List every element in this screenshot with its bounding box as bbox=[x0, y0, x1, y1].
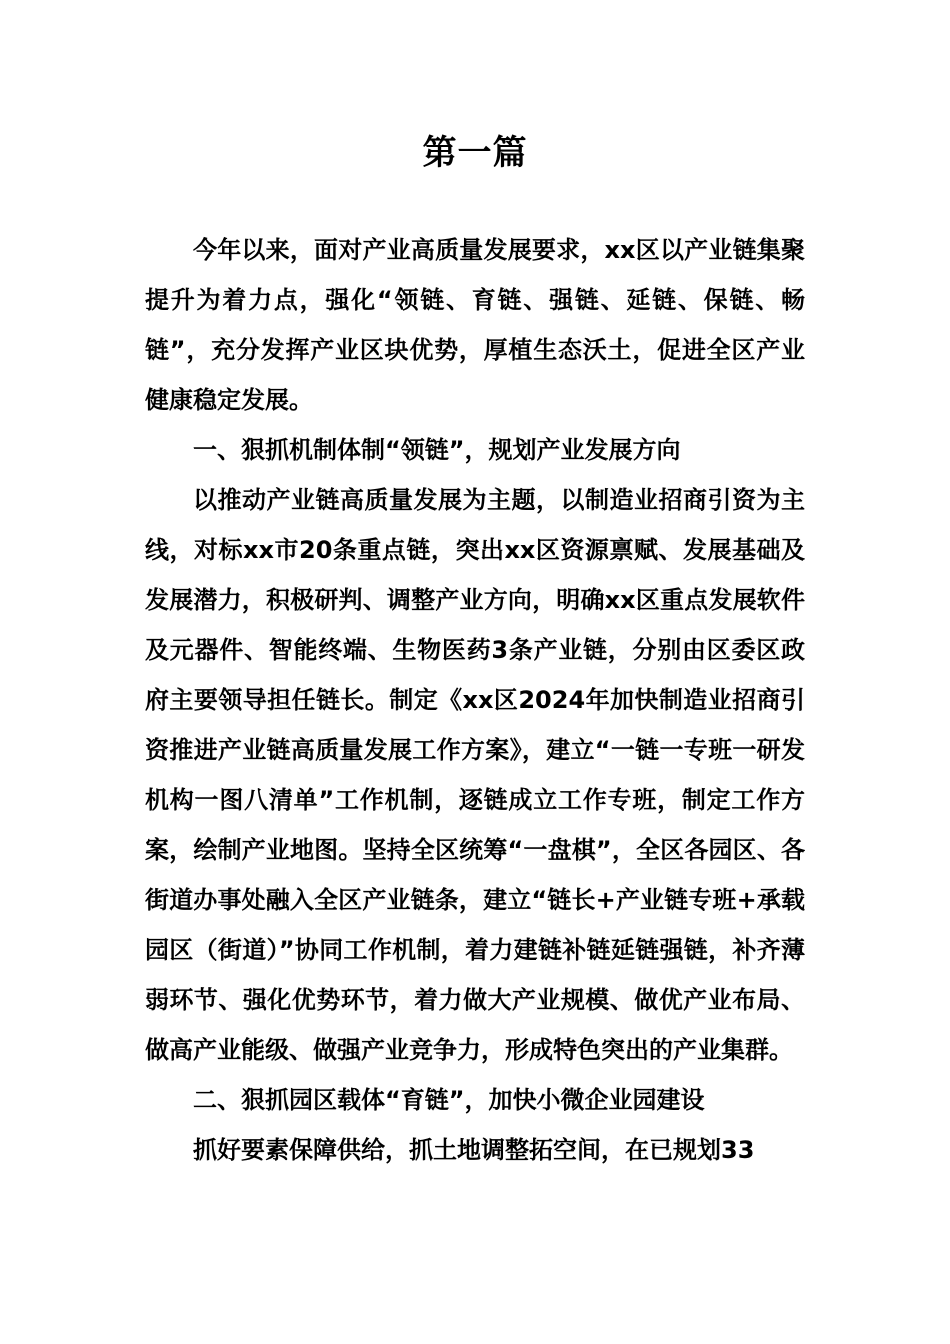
section-1-paragraph: 以推动产业链高质量发展为主题，以制造业招商引资为主线，对标xx市20条重点链，突出xx区资源禀赋、发展基础及发展潜力，积极研判、调整产业方向，明确xx区重点发展软件及元器件、智能终端、生物医药3条产业链，分别由区委区政府主要领导担任链长。制定《xx区2024年加快制造业招商引资推进产业链高质量发展工作方案》，建立“一链一专班一研发机构一图八清单”工作机制，逐链成立工作专班，制定工作方案，绘制产业地图。坚持全区统筹“一盘棋”，全区各园区、各街道办事处融入全区产业链条，建立“链长+产业链专班+承载园区（街道）”协同工作机制，着力建链补链延链强链，补齐薄弱环节、强化优势环节，着力做大产业规模、做优产业布局、做高产业能级、做强产业竞争力，形成特色突出的产业集群。 bbox=[145, 486, 805, 1064]
section-heading-2: 二、狠抓园区载体“育链”，加快小微企业园建设 bbox=[193, 1086, 705, 1114]
section-2-paragraph: 抓好要素保障供给，抓土地调整拓空间，在已规划33 bbox=[193, 1136, 755, 1164]
document-title: 第一篇 bbox=[422, 133, 528, 173]
section-heading-1: 一、狠抓机制体制“领链”，规划产业发展方向 bbox=[193, 436, 681, 464]
intro-paragraph: 今年以来，面对产业高质量发展要求，xx区以产业链集聚提升为着力点，强化“领链、育链、强链、延链、保链、畅链”，充分发挥产业区块优势，厚植生态沃土，促进全区产业健康稳定发展。 bbox=[145, 236, 805, 414]
document-body bbox=[145, 225, 805, 1175]
